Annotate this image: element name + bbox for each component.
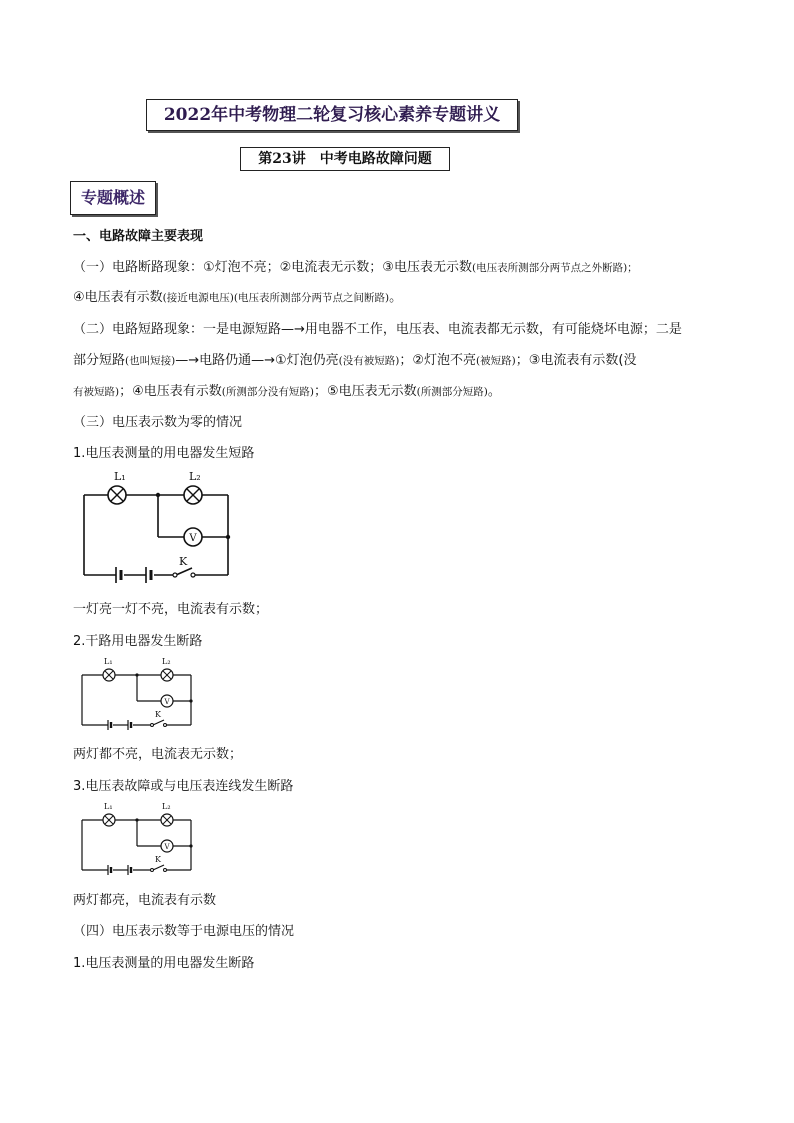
short-circuit-line3a: ；④电压表有示数: [119, 384, 222, 399]
lecture-title: 第23讲 中考电路故障问题: [240, 147, 450, 171]
case4-title: 1.电压表测量的用电器发生断路: [73, 956, 255, 971]
switch-label: K: [155, 855, 161, 864]
case1-result: 一灯亮一灯不亮，电流表有示数；: [73, 602, 269, 617]
short-circuit-line2b: —→电路仍通—→①灯泡仍亮: [175, 353, 339, 368]
open-circuit-note1: (电压表所测部分两节点之外断路)；: [471, 262, 638, 274]
zero-voltage-heading: （三）电压表示数为零的情况: [73, 415, 243, 430]
lamp-l2-label: L₂: [162, 802, 171, 811]
lamp-l2-label: L₂: [189, 470, 201, 483]
open-circuit-line2a: ④电压表有示数: [73, 290, 163, 305]
lamp-l1-icon: [103, 814, 115, 826]
lamp-l1-label: L₁: [104, 657, 113, 666]
document-title: 2022年中考物理二轮复习核心素养专题讲义: [146, 99, 518, 131]
short-circuit-line2c: ；②灯泡不亮: [399, 353, 477, 368]
short-circuit-line3c: 。: [487, 384, 501, 399]
short-circuit-line2d: ；③电流表有示数(没: [515, 353, 637, 368]
voltmeter-icon: [184, 528, 202, 546]
case1-title: 1.电压表测量的用电器发生短路: [73, 446, 255, 461]
section-heading: 一、电路故障主要表现: [73, 229, 204, 244]
lamp-l1-icon: [108, 486, 126, 504]
short-circuit-line2a: 部分短路: [73, 353, 126, 368]
case3-title: 3.电压表故障或与电压表连线发生断路: [73, 779, 294, 794]
short-circuit-note2c: (被短路): [476, 355, 516, 367]
short-circuit-note3a: 有被短路): [73, 386, 120, 398]
open-circuit-note2b: (电压表所测部分两节点之间断路): [233, 292, 390, 304]
short-circuit-line1: （二）电路短路现象：一是电源短路—→用电器不工作，电压表、电流表都无示数，有可能烧坏电源；二是: [73, 322, 682, 337]
voltmeter-icon: [161, 840, 173, 852]
short-circuit-note3c: (所测部分短路): [416, 386, 488, 398]
case2-title: 2.干路用电器发生断路: [73, 634, 203, 649]
case2-result: 两灯都不亮，电流表无示数；: [73, 747, 243, 762]
voltmeter-label: V: [164, 843, 170, 851]
open-circuit-note2a: (接近电源电压): [162, 292, 234, 304]
lamp-l1-label: L₁: [104, 802, 113, 811]
circuit-diagram-1: [78, 466, 238, 584]
circuit-diagram-2: [78, 654, 198, 732]
short-circuit-note2b: (没有被短路): [338, 355, 400, 367]
lamp-l2-icon: [184, 486, 202, 504]
source-voltage-heading: （四）电压表示数等于电源电压的情况: [73, 924, 295, 939]
open-circuit-line1: （一）电路断路现象：①灯泡不亮；②电流表无示数；③电压表无示数: [73, 260, 472, 275]
switch-label: K: [179, 555, 188, 568]
open-circuit-paragraph: [73, 258, 638, 278]
short-circuit-note2a: (也叫短接): [125, 355, 176, 367]
short-circuit-line2: [73, 351, 636, 371]
voltmeter-icon: [161, 695, 173, 707]
circuit-diagram-3: [78, 799, 198, 877]
lamp-l1-icon: [103, 669, 115, 681]
open-circuit-line2b: 。: [389, 290, 403, 305]
short-circuit-note3b: (所测部分没有短路): [221, 386, 314, 398]
lamp-l2-icon: [161, 669, 173, 681]
voltmeter-label: V: [189, 533, 197, 544]
switch-label: K: [155, 710, 161, 719]
lamp-l2-icon: [161, 814, 173, 826]
short-circuit-line3b: ；⑤电压表无示数: [313, 384, 417, 399]
lamp-l2-label: L₂: [162, 657, 171, 666]
short-circuit-line3: [73, 382, 501, 402]
open-circuit-paragraph-line2: [73, 288, 402, 308]
voltmeter-label: V: [164, 698, 170, 706]
section-overview-label: 专题概述: [70, 181, 156, 215]
case3-result: 两灯都亮，电流表有示数: [73, 893, 217, 908]
lamp-l1-label: L₁: [114, 470, 126, 483]
